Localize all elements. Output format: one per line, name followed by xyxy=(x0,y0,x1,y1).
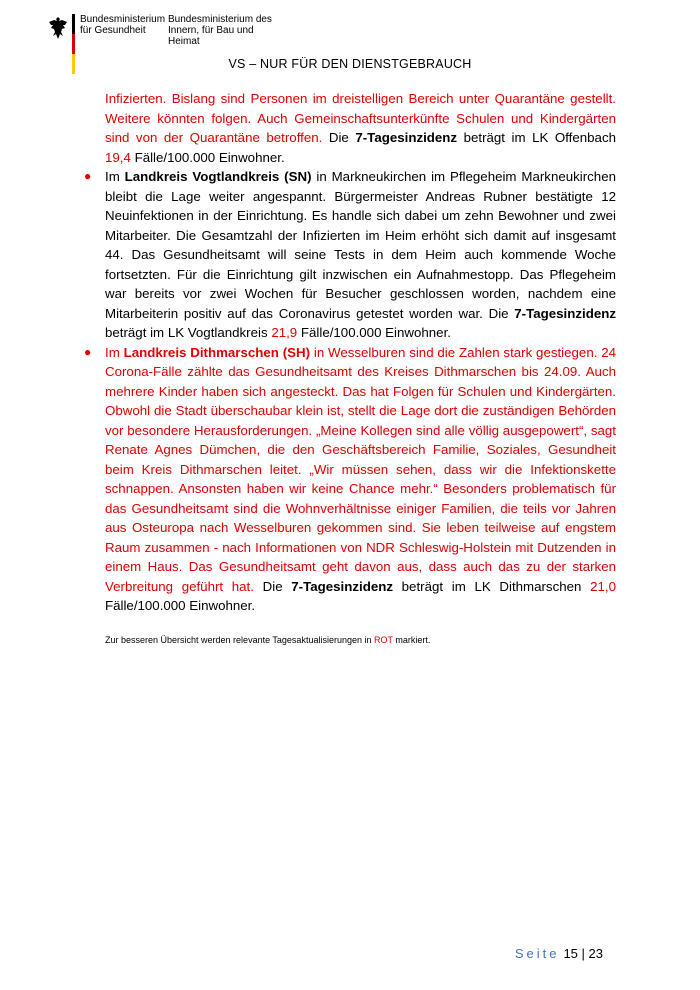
federal-eagle-icon xyxy=(48,16,68,40)
current-page: 15 xyxy=(563,946,578,961)
footnote: Zur besseren Übersicht werden relevante Tagesaktualisierungen in ROT markiert. xyxy=(105,635,431,645)
page-label: Seite xyxy=(514,946,560,961)
region-name: Landkreis Dithmarschen (SH) xyxy=(123,344,311,360)
ministry-name-interior: Bundesministerium des Innern, für Bau und Heimat xyxy=(168,14,272,47)
incidence-value: 21,9 xyxy=(271,325,298,340)
total-pages: 23 xyxy=(588,946,603,961)
incidence-value: 21,0 xyxy=(590,578,616,594)
classification-label: VS – NUR FÜR DEN DIENSTGEBRAUCH xyxy=(228,57,472,71)
document-body xyxy=(84,89,617,616)
update-text: Infizierten. Bislang sind Personen im dreistelligen Bereich unter Quarantäne gestellt. Weitere könnten folgen. Auch Gemeinschaftsunterkünfte Schulen und Kindergärten sind von der Quarantäne betroffen. xyxy=(105,91,616,145)
bullet-icon: ● xyxy=(84,344,92,359)
incidence-label: 7-Tagesinzidenz xyxy=(355,130,458,145)
bullet-icon: ● xyxy=(84,169,92,183)
list-item: ● Im Landkreis Dithmarschen (SH) in Wesselburen sind die Zahlen stark gestiegen. 24 Corona-Fälle zählte das Gesundheitsamt des Kreises Dithmarschen bis 24.09. Auch mehrere Kinder haben sich angesteckt. Das hat Folgen für Schulen und Kindergärten. Obwohl die Stadt überschaubar klein ist, stellt die Lage dort die zuständigen Behörden vor besondere Herausforderungen. „Meine Kollegen sind alle völlig ausgepowert“, sagt Renate Agnes Dümchen, die den Geschäftsbereich Familie, Soziales, Gesundheit beim Kreis Dithmarschen leitet. „Wir müssen sehen, dass wir die Infektionskette schnappen. Ansonsten haben wir keine Chance mehr.“ Besonders problematisch für das Gesundheitsamt sind die Wohnverhältnisse einiger Familien, die teils vor Jahren aus Osteuropa nach Wesselburen gekommen sind. Sie leben teilweise auf engstem Raum zusammen - nach Informationen von NDR Schleswig-Holstein mit Dutzenden in einem Haus. Das Gesundheitsamt geht davon aus, dass auch das zu der starken Verbreitung geführt hat. Die 7-Tagesinzidenz beträgt im LK Dithmarschen 21,0 Fälle/100.000 Einwohner. xyxy=(84,344,617,613)
incidence-value: 19,4 xyxy=(105,149,131,165)
region-list xyxy=(84,167,617,616)
region-name: Landkreis Vogtlandkreis (SN) xyxy=(124,169,312,184)
footnote-highlight: ROT xyxy=(374,635,393,645)
incidence-label: 7-Tagesinzidenz xyxy=(291,578,393,594)
ministry-name-health: Bundesministerium für Gesundheit xyxy=(80,14,166,36)
intro-paragraph: Infizierten. Bislang sind Personen im dreistelligen Bereich unter Quarantäne gestellt. Weitere könnten folgen. Auch Gemeinschaftsunterkünfte Schulen und Kindergärten sind von der Quarantäne betroffen. Die 7-Tagesinzidenz beträgt im LK Offenbach 19,4 Fälle/100.000 Einwohner. xyxy=(105,91,616,165)
page-separator: | xyxy=(577,946,589,961)
list-item: ● Im Landkreis Vogtlandkreis (SN) in Markneukirchen im Pflegeheim Markneukirchen bleibt die Lage weiter angespannt. Bürgermeister Andreas Rubner bestätigte 12 Neuinfektionen in der Einrichtung. Es handle sich dabei um zehn Bewohner und zwei Mitarbeiter. Die Gesamtzahl der Infizierten im Heim erhöht sich damit auf insgesamt 44. Das Gesundheitsamt will seine Tests in dem Heim auch kommende Woche fortsetzten. Für die Einrichtung gilt inzwischen ein Aufnahmestopp. Das Pflegeheim war bereits vor zwei Wochen für Besucher geschlossen worden, nachdem eine Mitarbeiterin positiv auf das Coronavirus getestet worden war. Die 7-Tagesinzidenz beträgt im LK Vogtlandkreis 21,9 Fälle/100.000 Einwohner. xyxy=(84,169,616,340)
incidence-label: 7-Tagesinzidenz xyxy=(514,305,616,321)
update-text: in Wesselburen sind die Zahlen stark gestiegen. 24 Corona-Fälle zählte das Gesundheitsamt des Kreises Dithmarschen bis 24.09. Auch mehrere Kinder haben sich angesteckt. Das hat Folgen für Schulen und Kindergärten. Obwohl die Stadt überschaubar klein ist, stellt die Lage dort die zuständigen Behörden vor besondere Herausforderungen. „Meine Kollegen sind alle völlig ausgepowert“, sagt Renate Agnes Dümchen, die den Geschäftsbereich Familie, Soziales, Gesundheit beim Kreis Dithmarschen leitet. „Wir müssen sehen, dass wir die Infektionskette schnappen. Ansonsten haben wir keine Chance mehr.“ Besonders problematisch für das Gesundheitsamt sind die Wohnverhältnisse einiger Familien, die teils vor Jahren aus Osteuropa nach Wesselburen gekommen sind. Sie leben teilweise auf engstem Raum zusammen - nach Informationen von NDR Schleswig-Holstein mit Dutzenden in einem Haus. Das Gesundheitsamt geht davon aus, dass auch das zu der starken Verbreitung geführt hat. xyxy=(105,344,617,594)
page-number xyxy=(515,946,603,961)
